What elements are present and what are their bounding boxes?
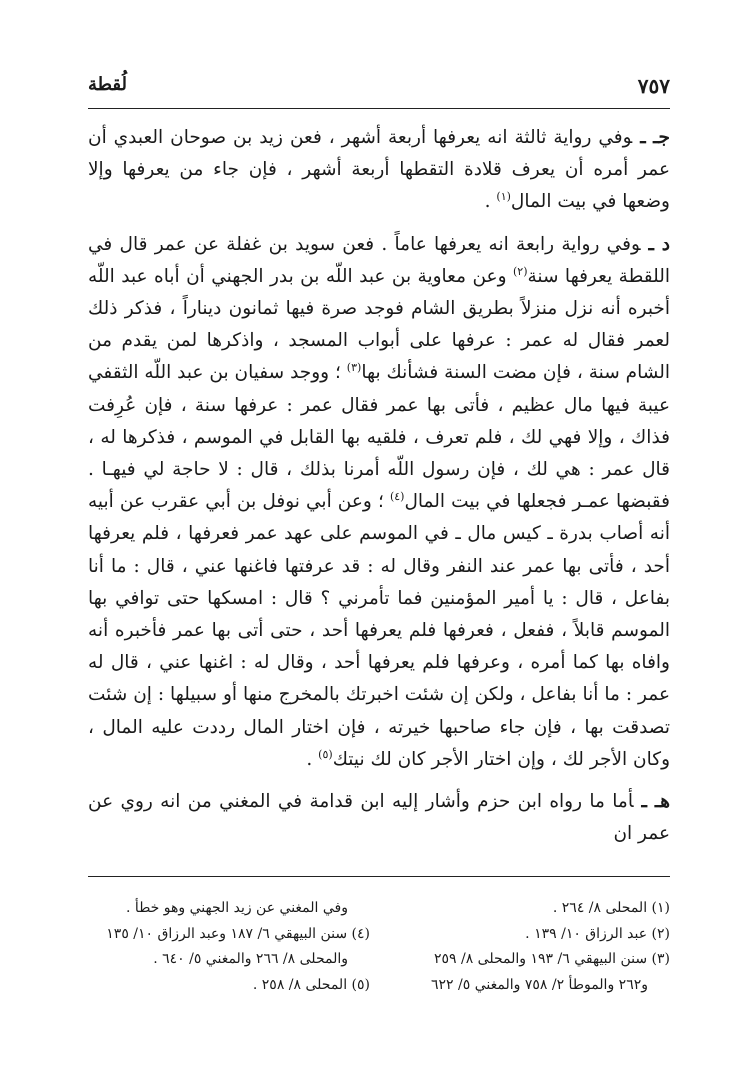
paragraph-text: وعن معاوية بن عبد اللّه بن بدر الجهني أن أباه عبد اللّه أخبره أنه نزل منزلاً بطريق الشام فوجد صرة فيها ثمانون ديناراً ، فذكر ذلك لعمر فقال له عمر : عرفها على أبواب المسجد ، واذكرها لمن يقدم من الشام سنة ، فإن مضت السنة فشأنك بها <box>88 265 671 384</box>
paragraph-text: ؛ ووجد سفيان بن عبد اللّه الثقفي عيبة فيها مال عظيم ، فأتى بها عمر فقال عمر : عرفها سنة ، فإن عُرِفت فذاك ، وإلا فهي لك ، فلم تعرف ، فلقيه بها القابل في الموسم ، فذكرها له ، قال عمر : هي لك ، فإن رسول اللّه أمرنا بذلك ، قال : لا حاجة لي فيهـا . فقبضها عمـر فجعلها في بيت المال <box>88 362 670 513</box>
footnote-line: (٣) سنن البيهقي ٦/ ١٩٣ والمحلى ٨/ ٢٥٩ <box>433 951 670 967</box>
paragraph-tail: . <box>484 191 497 213</box>
paragraph-tail: . <box>306 748 319 770</box>
footnote-line: (٥) المحلى ٨/ ٢٥٨ . <box>252 976 370 993</box>
footnote-line: والمحلى ٨/ ٢٦٦ والمغني ٥/ ٦٤٠ . <box>153 951 348 967</box>
paragraph-marker: جـ ـ <box>640 127 670 148</box>
paragraph-text: وفي رواية ثالثة انه يعرفها أربعة أشهر ، فعن زيد بن صوحان العبدي أن عمر أمره أن يعرف قلادة التقطها أربعة أشهر ، فإن جاء من يعرفها وإلا وضعها في بيت المال <box>88 127 670 213</box>
footnotes-right-column <box>388 896 670 998</box>
footnote-divider <box>88 876 670 877</box>
footnote-line: و٢٦٢ والموطأ ٢/ ٧٥٨ والمغني ٥/ ٦٢٢ <box>431 976 648 993</box>
page-header <box>88 74 670 102</box>
paragraph-dal <box>88 229 670 776</box>
running-title: لُقطة <box>88 74 128 95</box>
paragraph-marker: د ـ <box>648 233 670 255</box>
paragraph-ha <box>88 786 670 850</box>
footnote-ref: (١) <box>496 190 511 204</box>
main-text <box>88 122 670 860</box>
footnote-line: (٢) عبد الرزاق ١٠/ ١٣٩ . <box>525 925 670 942</box>
footnote-ref: (٢) <box>512 264 528 278</box>
footnotes-left-column <box>88 896 370 998</box>
paragraph-text: أما ما رواه ابن حزم وأشار إليه ابن قدامة في المغني من انه روي عن عمر ان <box>88 791 670 845</box>
paragraph-text: ؛ وعن أبي نوفل بن أبي عقرب عن أبيه أنه أصاب بدرة ـ كيس مال ـ في الموسم على عهد عمر فعرفها ، فلم يعرفها أحد ، فأتى بها عمر عند النفر وقال له : قد عرفتها فاغنها عني ، قال : ما أنا بفاعل ، قال : يا أمير المؤمنين فما تأمرني ؟ قال : امسكها حتى توافي بها الموسم قابلاً ، ففعل ، فعرفها فلم يعرفها أحد ، حتى أتى بها عمر فأخبره أنه وافاه بها كما أمره ، وعرفها فلم يعرفها أحد ، وقال له : اغنها عني ، قال له عمر : ما أنا بفاعل ، ولكن إن شئت اخبرتك بالمخرج منها أو سبيلها : إن شئت تصدقت بها ، فإن جاء صاحبها خيرته ، فإن اختار المال رددت عليه المال ، وكان الأجر لك ، وإن اختار الأجر كان لك نيتك <box>88 491 670 770</box>
header-divider <box>88 108 670 109</box>
footnote-line: (١) المحلى ٨/ ٢٦٤ . <box>552 900 670 916</box>
footnote-ref: (٤) <box>389 490 405 504</box>
footnotes <box>88 896 670 998</box>
footnote-ref: (٣) <box>346 361 362 375</box>
paragraph-jim <box>88 122 670 219</box>
paragraph-marker: هـ ـ <box>641 791 670 813</box>
page-number: ٧٥٧ <box>637 74 670 98</box>
paragraph-text: وفي رواية رابعة انه يعرفها عاماً . فعن سويد بن غفلة عن عمر قال في اللقطة يعرفها سنة <box>88 233 671 287</box>
footnote-line: وفي المغني عن زيد الجهني وهو خطأ . <box>126 900 348 916</box>
footnote-ref: (٥) <box>318 747 333 761</box>
footnote-line: (٤) سنن البيهقي ٦/ ١٨٧ وعبد الرزاق ١٠/ ١٣٥ <box>106 925 370 942</box>
